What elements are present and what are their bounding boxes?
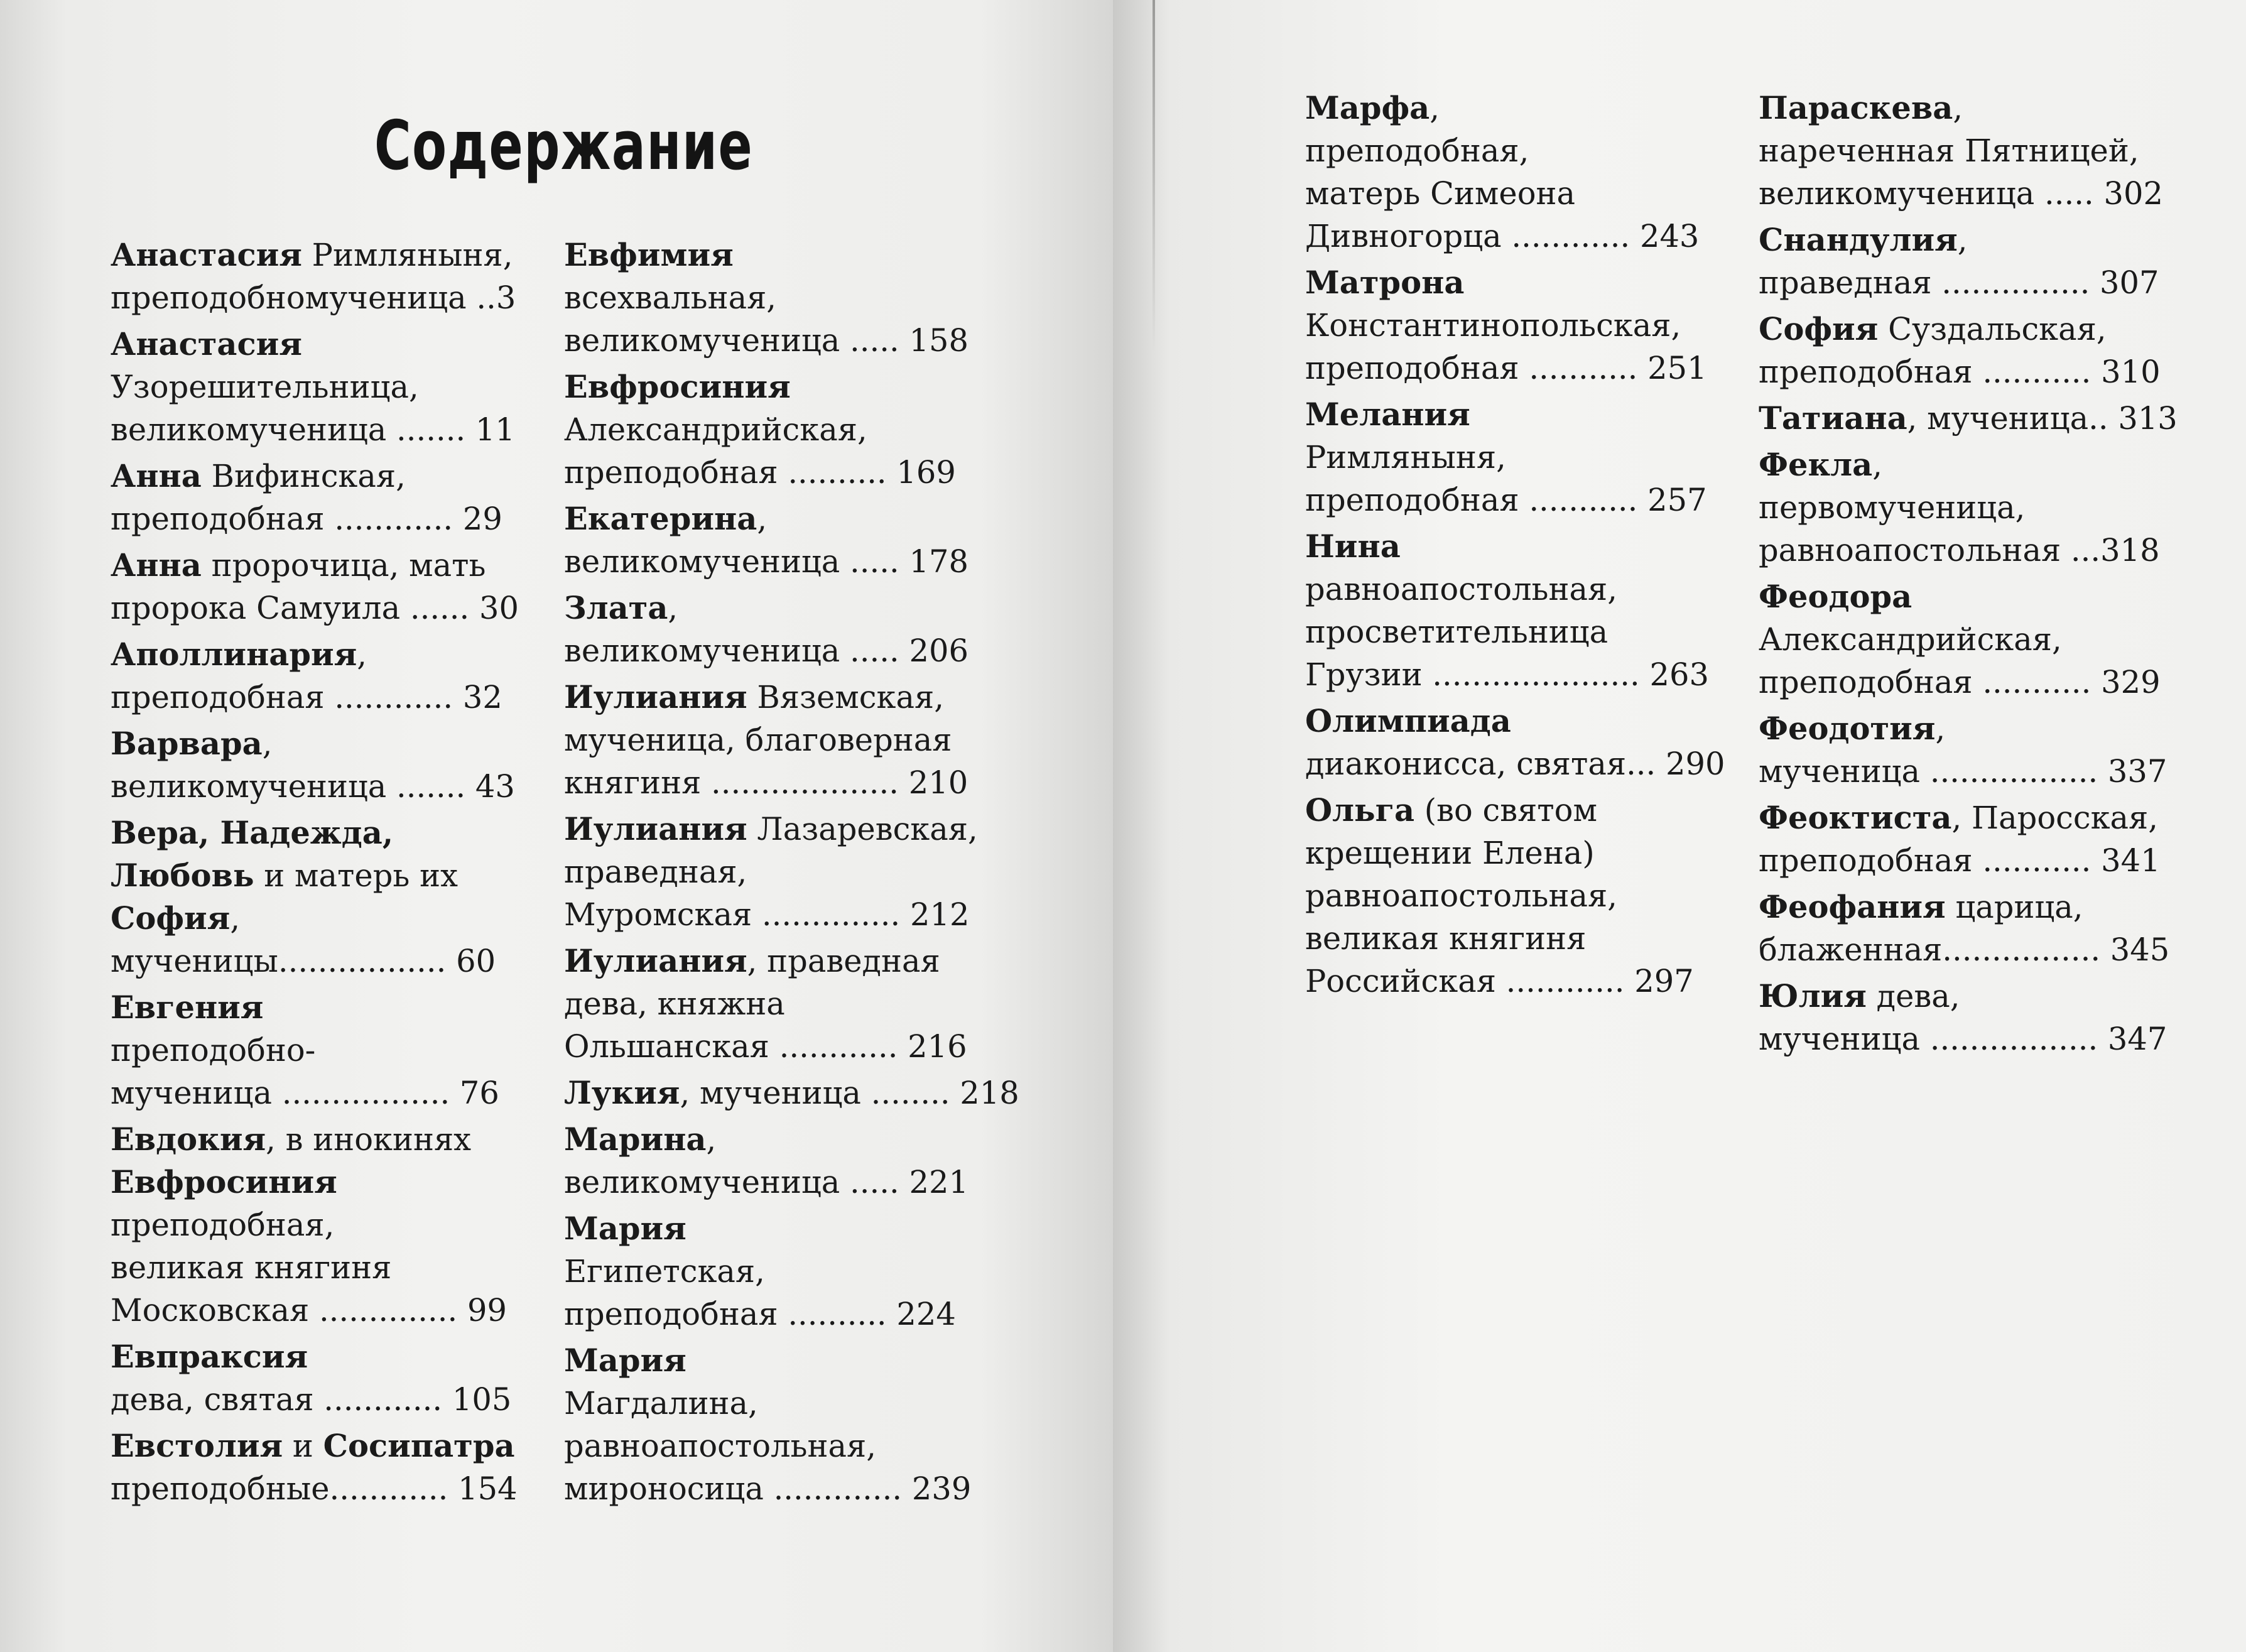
entry-line	[111, 455, 525, 497]
entry-page-line: великомученица ....... 11	[111, 411, 515, 448]
toc-entry[interactable]	[111, 633, 525, 719]
saint-name: Евгения	[111, 989, 264, 1026]
toc-entry[interactable]	[111, 722, 525, 808]
entry-line	[1305, 832, 1707, 874]
entry-text: , Паросская,	[1951, 800, 2158, 836]
saint-name: Иулиания	[564, 811, 747, 847]
entry-line	[1305, 917, 1707, 960]
saint-name: Татиана	[1759, 400, 1907, 437]
saint-name: Матрона	[1305, 264, 1465, 301]
saint-name: Вера, Надежда,	[111, 815, 394, 851]
entry-page-line: преподобная .......... 224	[564, 1296, 956, 1332]
entry-line	[111, 544, 525, 587]
toc-entry[interactable]	[564, 808, 978, 936]
gutter-shadow	[1153, 0, 1155, 352]
entry-page-line: Грузии ..................... 263	[1305, 656, 1709, 693]
entry-line	[111, 1425, 525, 1467]
entry-line	[1759, 397, 2178, 440]
entry-line	[564, 497, 966, 540]
saint-name: Иулиания	[564, 679, 747, 715]
entry-text: ,	[706, 1121, 717, 1158]
entry-text: преподобно-	[111, 1032, 316, 1068]
entry-line	[564, 1250, 966, 1293]
entry-line	[1759, 219, 2161, 261]
entry-line	[564, 1382, 966, 1425]
saint-name: Мария	[564, 1342, 686, 1379]
entry-text: дева, княжна	[564, 986, 785, 1022]
saint-name: Евфросиния	[564, 369, 791, 405]
entry-text: Константинопольская,	[1305, 307, 1681, 344]
entry-line	[564, 940, 966, 982]
toc-entry[interactable]	[564, 1072, 1019, 1114]
saint-name: Феодора	[1759, 579, 1912, 615]
entry-line	[1759, 886, 2161, 928]
saint-name: Евстолия	[111, 1428, 283, 1464]
entry-text: великая княгиня	[1305, 920, 1587, 957]
entry-line	[1305, 261, 1707, 304]
saint-name: Феофания	[1759, 889, 1946, 925]
entry-line	[564, 408, 966, 451]
entry-text: ,	[668, 590, 678, 626]
toc-entry[interactable]	[564, 1118, 966, 1204]
entry-text: равноапостольная,	[564, 1428, 876, 1464]
entry-line	[564, 276, 966, 319]
entry-page-line: Дивногорца ............ 243	[1305, 218, 1700, 254]
saint-name: Евфросиния	[111, 1164, 337, 1200]
saint-name: Екатерина	[564, 501, 757, 537]
entry-line	[111, 633, 525, 676]
entry-text: Римляныня,	[301, 237, 513, 273]
entry-line	[564, 808, 978, 850]
entry-text: пророчица, мать	[201, 547, 486, 584]
entry-line	[1305, 611, 1707, 653]
saint-name: Анастасия	[111, 326, 302, 362]
toc-entry[interactable]	[111, 323, 525, 451]
page-title: Содержание	[374, 107, 754, 185]
entry-page-line: преподобная ........... 329	[1759, 664, 2161, 700]
toc-entry[interactable]	[564, 1339, 972, 1510]
entry-page-line: праведная ............... 307	[1759, 264, 2159, 301]
entry-page-line: преподобная ............ 29	[111, 501, 502, 537]
toc-entry[interactable]	[564, 676, 966, 804]
entry-text: равноапостольная,	[1305, 878, 1617, 914]
saint-name: Юлия	[1759, 978, 1867, 1014]
saint-name: София	[111, 900, 231, 937]
entry-page-line: преподобная ............ 32	[111, 679, 502, 715]
entry-line	[1759, 486, 2161, 529]
toc-entry[interactable]	[1759, 575, 2161, 704]
toc-entry[interactable]	[1759, 397, 2178, 440]
toc-entry[interactable]	[111, 234, 525, 319]
saint-name: Анна	[111, 458, 202, 494]
entry-line	[564, 587, 966, 629]
entry-text: всехвальная,	[564, 280, 777, 316]
entry-page-line: Муромская .............. 212	[564, 896, 970, 933]
entry-text: Александрийская,	[1759, 621, 2062, 658]
entry-page-line: мученицы................. 60	[111, 943, 496, 979]
entry-text: и	[283, 1428, 323, 1464]
entry-page-line: преподобная ........... 341	[1759, 842, 2161, 879]
entry-line	[1305, 393, 1707, 436]
toc-column-2	[564, 234, 1019, 1514]
saint-name: Ольга	[1305, 792, 1415, 829]
entry-text: просветительница	[1305, 614, 1609, 650]
saint-name: Иулиания	[564, 943, 747, 979]
entry-line	[1759, 87, 2161, 129]
saint-name: Феодотия	[1759, 710, 1936, 747]
entry-text: матерь Симеона	[1305, 175, 1576, 212]
saint-name: Анастасия	[111, 237, 302, 273]
saint-name: Сосипатра	[323, 1428, 515, 1464]
entry-line	[564, 1425, 966, 1467]
entry-line	[1759, 975, 2161, 1018]
entry-page-line: пророка Самуила ...... 30	[111, 590, 519, 626]
saint-name: София	[1759, 311, 1879, 347]
toc-column-3	[1305, 87, 1725, 1006]
toc-entry[interactable]	[111, 1118, 525, 1332]
entry-text: , праведная	[747, 943, 940, 979]
saint-name: Снандулия	[1759, 222, 1958, 258]
saint-name: Евфимия	[564, 237, 734, 273]
entry-text: Вифинская,	[201, 458, 406, 494]
entry-page-line: , мученица.. 313	[1907, 400, 2178, 437]
entry-line	[1759, 796, 2161, 839]
entry-line	[111, 323, 525, 366]
entry-page-line: Российская ............ 297	[1305, 963, 1694, 999]
toc-entry[interactable]	[1759, 707, 2167, 793]
entry-text: ,	[230, 900, 241, 937]
entry-text: великая княгиня	[111, 1249, 392, 1286]
entry-page-line: равноапостольная ...318	[1759, 532, 2160, 568]
toc-entry[interactable]	[1759, 796, 2161, 882]
entry-text: Суздальская,	[1878, 311, 2107, 347]
saint-name: Мелания	[1305, 396, 1470, 433]
saint-name: Евпраксия	[111, 1339, 308, 1375]
entry-line	[111, 1161, 525, 1204]
toc-column-1	[111, 234, 525, 1514]
entry-page-line: дева, святая ............ 105	[111, 1381, 512, 1418]
toc-entry[interactable]	[1305, 789, 1707, 1003]
toc-entry[interactable]	[111, 1335, 525, 1421]
toc-entry[interactable]	[1305, 393, 1707, 521]
entry-line	[1305, 129, 1707, 172]
entry-text: преподобная,	[111, 1207, 335, 1243]
entry-line	[111, 812, 525, 854]
entry-line	[564, 1339, 966, 1382]
entry-line	[564, 850, 966, 893]
entry-line	[1305, 789, 1707, 832]
saint-name: Олимпиада	[1305, 703, 1511, 739]
entry-page-line: великомученица ..... 158	[564, 322, 968, 359]
entry-line	[564, 234, 966, 276]
entry-text: и матерь их	[254, 857, 458, 894]
toc-entry[interactable]	[111, 1425, 525, 1510]
saint-name: Злата	[564, 590, 668, 626]
entry-text: Лазаревская,	[747, 811, 978, 847]
entry-page-line: диаконисса, святая... 290	[1305, 746, 1725, 782]
entry-line	[1759, 618, 2161, 661]
entry-line	[1305, 436, 1707, 479]
toc-entry[interactable]	[1305, 87, 1707, 258]
entry-page-line: великомученица ..... 302	[1759, 175, 2163, 212]
saint-name: Параскева	[1759, 90, 1953, 126]
toc-entry[interactable]	[1759, 219, 2161, 304]
entry-line	[1759, 129, 2161, 172]
entry-text: ,	[357, 636, 367, 673]
entry-page-line: великомученица ....... 43	[111, 768, 515, 805]
entry-text: дева,	[1866, 978, 1960, 1014]
entry-line	[111, 897, 525, 940]
toc-entry[interactable]	[111, 455, 525, 540]
entry-page-line: преподобные............ 154	[111, 1470, 518, 1507]
entry-page-line: мученица ................. 347	[1759, 1021, 2167, 1057]
toc-entry[interactable]	[111, 544, 525, 629]
entry-text: Узорешительница,	[111, 369, 419, 405]
saint-name: Любовь	[111, 857, 254, 894]
entry-line	[564, 719, 966, 761]
entry-text: Александрийская,	[564, 411, 867, 448]
saint-name: Евдокия	[111, 1121, 266, 1158]
entry-line	[1759, 575, 2161, 618]
entry-page-line: великомученица ..... 178	[564, 543, 968, 580]
entry-line	[111, 1204, 525, 1246]
entry-text: царица,	[1945, 889, 2083, 925]
entry-page-line: мученица ................. 76	[111, 1075, 499, 1111]
saint-name: Нина	[1305, 528, 1401, 565]
entry-text: Римляныня,	[1305, 439, 1506, 475]
saint-name: Варвара	[111, 725, 263, 762]
toc-entry[interactable]	[564, 587, 966, 672]
entry-page-line: великомученица ..... 206	[564, 633, 968, 669]
entry-text: равноапостольная,	[1305, 571, 1617, 607]
saint-name: Аполлинария	[111, 636, 357, 673]
entry-text: , в инокинях	[266, 1121, 472, 1158]
entry-line	[1759, 707, 2161, 750]
entry-line	[111, 1118, 525, 1161]
entry-text: ,	[1953, 90, 1963, 126]
entry-line	[564, 366, 966, 408]
entry-text: Вяземская,	[747, 679, 944, 715]
entry-page-line: мироносица ............. 239	[564, 1470, 972, 1507]
entry-line	[1305, 87, 1707, 129]
saint-name: Анна	[111, 547, 202, 584]
entry-text: ,	[262, 725, 273, 762]
entry-line	[111, 366, 525, 408]
entry-line	[564, 982, 966, 1025]
toc-entry[interactable]	[1759, 975, 2167, 1060]
saint-name: Фекла	[1759, 447, 1873, 483]
toc-entry[interactable]	[564, 497, 966, 583]
toc-entry[interactable]	[1759, 443, 2161, 572]
toc-entry[interactable]	[564, 366, 966, 494]
entry-text: мученица, благоверная	[564, 722, 952, 758]
entry-text: Магдалина,	[564, 1385, 758, 1421]
entry-text: ,	[757, 501, 768, 537]
entry-page-line: преподобномученица ..3	[111, 280, 516, 316]
entry-text: ,	[1430, 90, 1440, 126]
toc-entry[interactable]	[111, 986, 525, 1114]
entry-line	[1305, 525, 1707, 568]
entry-page-line: княгиня ................... 210	[564, 764, 968, 801]
entry-text: ,	[1935, 710, 1946, 747]
entry-line	[111, 1029, 525, 1072]
toc-entry[interactable]	[1759, 87, 2161, 215]
entry-page-line: , мученица ........ 218	[680, 1075, 1019, 1111]
entry-line	[111, 986, 525, 1029]
toc-entry[interactable]	[1305, 700, 1725, 785]
saint-name: Мария	[564, 1210, 686, 1247]
entry-text: ,	[1872, 447, 1882, 483]
entry-text: (во святом	[1414, 792, 1597, 829]
entry-text: праведная,	[564, 854, 747, 890]
entry-page-line: Ольшанская ............ 216	[564, 1028, 967, 1065]
entry-page-line: преподобная ........... 251	[1305, 350, 1707, 386]
toc-entry[interactable]	[564, 1207, 966, 1335]
saint-name: Лукия	[564, 1075, 680, 1111]
entry-text: Египетская,	[564, 1253, 765, 1290]
toc-entry[interactable]	[1305, 261, 1707, 389]
toc-entry[interactable]	[1759, 308, 2161, 393]
toc-entry[interactable]	[111, 812, 525, 982]
entry-text: преподобная,	[1305, 133, 1529, 169]
saint-name: Феоктиста	[1759, 800, 1952, 836]
entry-line	[564, 1118, 966, 1161]
entry-text: нареченная Пятницей,	[1759, 133, 2139, 169]
entry-line	[111, 1335, 525, 1378]
entry-line	[1305, 568, 1707, 611]
entry-line	[564, 1072, 1019, 1114]
saint-name: Марина	[564, 1121, 707, 1158]
entry-line	[111, 1246, 525, 1289]
toc-column-4	[1759, 87, 2178, 1064]
entry-page-line: великомученица ..... 221	[564, 1164, 968, 1200]
entry-page-line: преподобная ........... 310	[1759, 354, 2161, 390]
entry-text: крещении Елена)	[1305, 835, 1595, 871]
entry-page-line: преподобная ........... 257	[1305, 482, 1707, 518]
toc-entry[interactable]	[1305, 525, 1707, 696]
entry-text: первомученица,	[1759, 489, 2026, 526]
entry-line	[111, 722, 525, 765]
toc-entry[interactable]	[564, 234, 966, 362]
entry-page-line: преподобная .......... 169	[564, 454, 956, 491]
entry-page-line: мученица ................. 337	[1759, 753, 2167, 790]
entry-line	[564, 1207, 966, 1250]
entry-line	[1305, 304, 1707, 347]
toc-entry[interactable]	[1759, 886, 2170, 971]
entry-line	[564, 676, 966, 719]
entry-line	[111, 234, 525, 276]
entry-page-line: Московская .............. 99	[111, 1292, 507, 1329]
entry-line	[111, 854, 525, 897]
entry-line	[1305, 700, 1707, 742]
entry-line	[1305, 172, 1707, 215]
entry-line	[1759, 308, 2161, 351]
entry-line	[1305, 874, 1707, 917]
entry-text: ,	[1957, 222, 1968, 258]
toc-entry[interactable]	[564, 940, 966, 1068]
entry-line	[1759, 443, 2161, 486]
saint-name: Марфа	[1305, 90, 1430, 126]
entry-page-line: блаженная................ 345	[1759, 932, 2170, 968]
